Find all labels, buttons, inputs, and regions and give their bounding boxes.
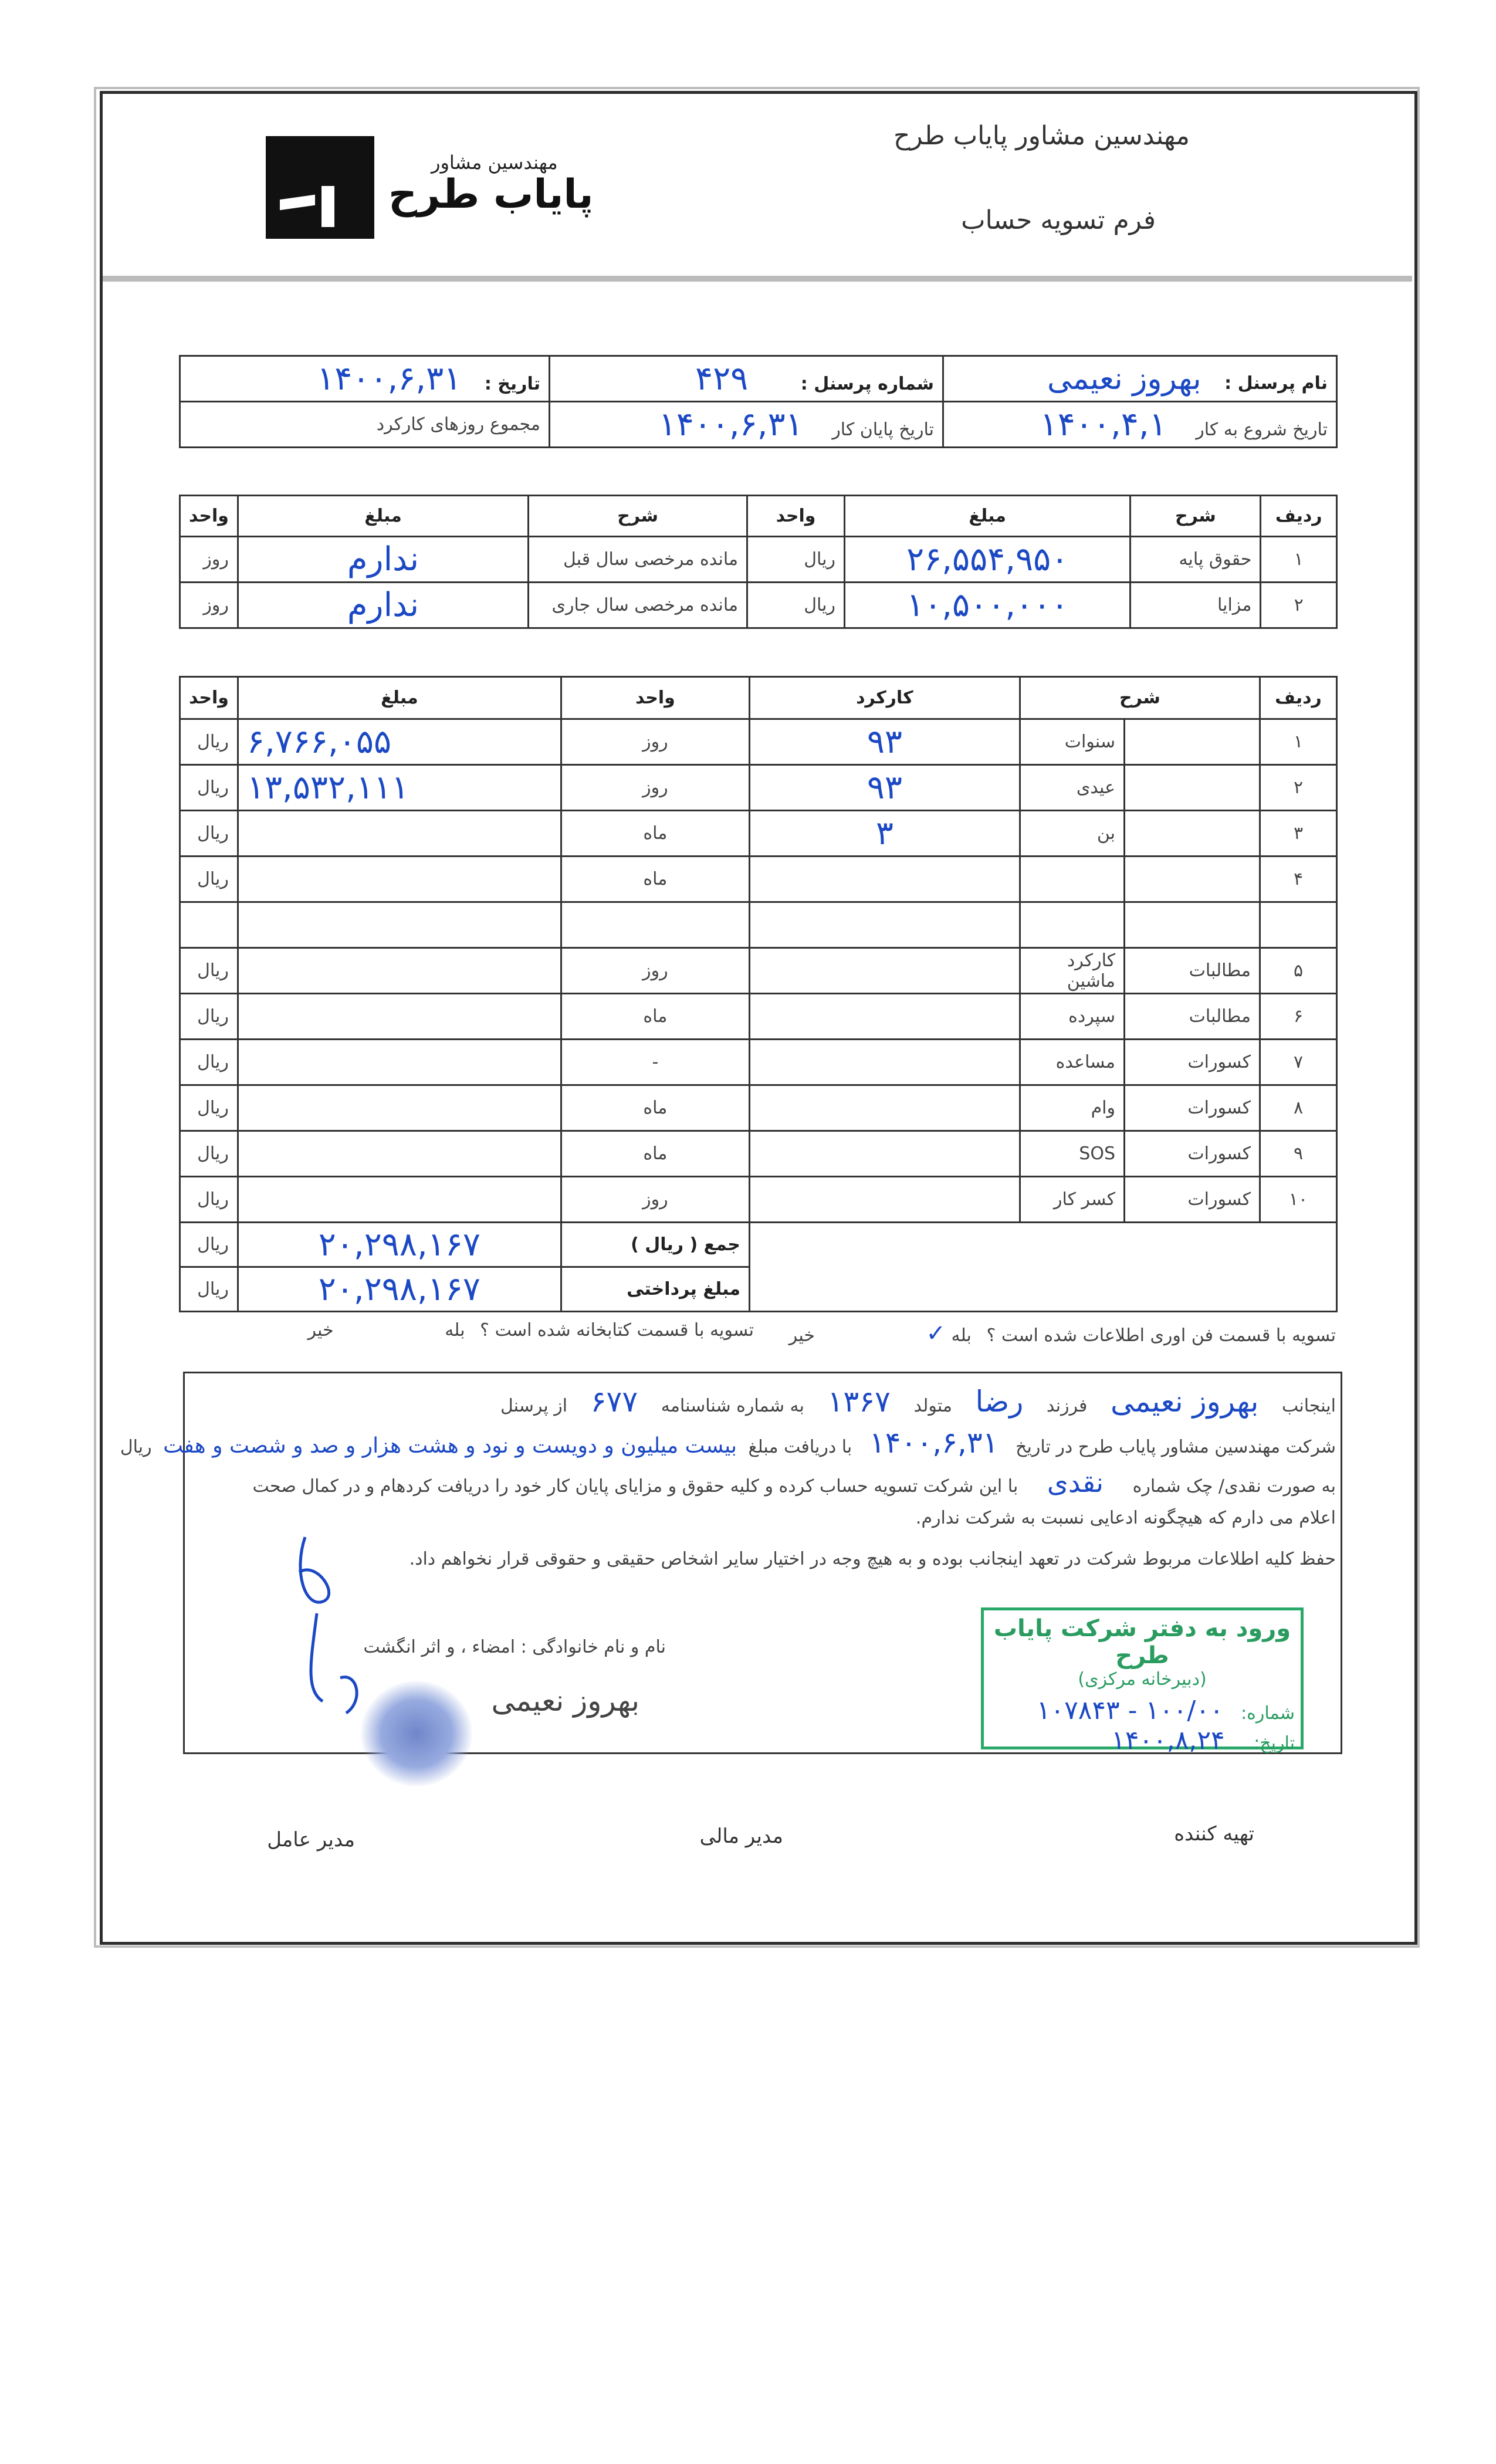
declaration-line-1: اینجانب بهروز نعیمی فرزند رضا متولد ۱۳۶۷ به شماره شناسنامه ۶۷۷ از پرسنل [500,1385,1336,1419]
birth-year: ۱۳۶۷ [827,1385,891,1419]
row-desc: بن [1020,811,1124,857]
logo-title: پایاب طرح [388,171,594,218]
start-value: ۱۴۰۰,۴,۱ [1040,405,1167,444]
row-work [749,1131,1020,1177]
end-value: ۱۴۰۰,۶,۳۱ [658,405,803,444]
header-separator [103,276,1412,282]
row-desc: مزایا [1131,583,1261,628]
table-row [180,857,1337,902]
row-work [749,948,1020,994]
row-unit: - [561,1040,749,1085]
row-amount [238,1040,561,1085]
row-amount2: ندارم [347,586,419,624]
table-row [180,719,1337,765]
row-number: ۶ [1260,994,1337,1040]
row-number: ۹ [1260,1131,1337,1177]
row-unit: ماه [561,1131,749,1177]
row-work: ۹۳ [749,765,1020,811]
library-no: خیر [307,1320,334,1341]
name-cell [943,356,1337,402]
col-unit2: واحد [180,496,238,537]
row-unit2: ریال [180,1085,238,1131]
row-work [749,1085,1020,1131]
table-row [180,1177,1337,1223]
workdays-label: مجموع روزهای کارکرد [376,414,540,435]
total-value: ۲۰,۲۹۸,۱۶۷ [318,1226,480,1264]
row-desc [1020,902,1124,948]
number-label: شماره پرسنل : [800,374,934,394]
row-desc: SOS [1020,1131,1124,1177]
col-unit2: واحد [180,677,238,719]
stamp-number-label: شماره: [1241,1703,1295,1724]
row-unit: ریال [747,583,845,628]
table-row [180,948,1337,994]
table-row [180,537,1337,583]
table-row [180,1085,1337,1131]
declaration-line-2: شرکت مهندسین مشاور پایاب طرح در تاریخ ۱۴۰۰,۶,۳۱ با دریافت مبلغ بیست میلیون و دویست و نود و هشت هزار و صد و شصت و هفت ریال [120,1426,1336,1460]
row-unit: ماه [561,811,749,857]
row-number: ۸ [1260,1085,1337,1131]
stamp-number: ۱۰۰/۰۰ - ۱۰۷۸۴۳ [1036,1695,1224,1725]
date-value: ۱۴۰۰,۶,۳۱ [317,360,462,398]
preparer-label: تهیه کننده [1174,1822,1254,1846]
start-cell [943,402,1337,448]
row-amount: ۱۰,۵۰۰,۰۰۰ [906,586,1069,624]
row-desc: سپرده [1020,994,1124,1040]
col-amount: مبلغ [238,677,561,719]
row-unit: ریال [747,537,845,583]
row-number: ۳ [1260,811,1337,857]
col-unit: واحد [747,496,845,537]
name-label: نام پرسنل : [1224,373,1328,394]
table1-header [180,496,1337,537]
row-category [1125,811,1260,857]
row-desc: وام [1020,1085,1124,1131]
row-number: ۴ [1260,857,1337,902]
company-logo [266,136,374,239]
row-amount [238,857,561,902]
row-unit2: ریال [180,765,238,811]
company-name: مهندسین مشاور پایاب طرح [893,121,1190,151]
personnel-table [179,355,1338,448]
row-number: ۵ [1260,948,1337,994]
row-unit: ماه [561,1085,749,1131]
signature-name: بهروز نعیمی [491,1684,639,1718]
row-unit: ماه [561,994,749,1040]
row-desc [1020,857,1124,902]
signature-label: نام و نام خانوادگی : امضاء ، و اثر انگشت [363,1637,666,1657]
row-number: ۱ [1261,537,1337,583]
row-category [1125,719,1260,765]
row-desc: سنوات [1020,719,1124,765]
row-desc: کسر کار [1020,1177,1124,1223]
table-row [180,902,1337,948]
stamp-date: ۱۴۰۰,۸,۲۴ [1111,1725,1225,1755]
row-unit: روز [561,948,749,994]
workdays-cell [180,402,550,448]
table-row [180,1131,1337,1177]
library-question: تسویه با قسمت کتابخانه شده است ؟ بله خیر [307,1320,754,1341]
row-amount [238,994,561,1040]
declaration-line-5: حفظ کلیه اطلاعات مربوط شرکت در تعهد اینجانب بوده و به هیچ وجه در اختیار سایر اشخاص حقیقی و حقوقی قرار نخواهم داد. [409,1549,1336,1569]
row-amount2: ندارم [347,540,419,578]
col-desc: شرح [1131,496,1261,537]
total-unit: ریال [180,1223,238,1267]
table2-header [180,677,1337,719]
row-amount [238,811,561,857]
end-cell [550,402,943,448]
row-amount [238,948,561,994]
row-work [749,994,1020,1040]
row-number: ۱ [1260,719,1337,765]
row-amount: ۶,۷۶۶,۰۵۵ [238,719,561,765]
settlement-table [179,676,1338,1312]
row-number [1260,902,1337,948]
table-row [180,811,1337,857]
table-row [180,1040,1337,1085]
row-amount: ۲۶,۵۵۴,۹۵۰ [906,540,1069,578]
row-category: کسورات [1125,1131,1260,1177]
stamp-title: ورود به دفتر شرکت پایاب طرح [993,1615,1291,1669]
row-amount [238,1131,561,1177]
col-row: ردیف [1261,496,1337,537]
row-work [749,1177,1020,1223]
fingerprint [361,1681,472,1786]
table-row [180,765,1337,811]
start-label: تاریخ شروع به کار [1196,419,1328,440]
declaration-line-4: اعلام می دارم که هیچگونه ادعایی نسبت به شرکت ندارم. [915,1508,1336,1528]
row-unit2: روز [180,583,238,628]
row-unit2: ریال [180,1177,238,1223]
row-category [1125,765,1260,811]
name-value: بهروز نعیمی [1047,361,1201,397]
date-cell [180,356,550,402]
id-number: ۶۷۷ [590,1385,638,1419]
col-desc2: شرح [529,496,747,537]
row-amount: ۱۳,۵۳۲,۱۱۱ [238,765,561,811]
paid-row [180,1267,1337,1312]
row-amount [238,902,561,948]
signature-icon [282,1525,381,1725]
row-unit2: روز [180,537,238,583]
row-unit2: ریال [180,994,238,1040]
row-unit2: ریال [180,811,238,857]
row-unit [561,902,749,948]
col-unit: واحد [561,677,749,719]
row-desc: کارکرد ماشین [1020,948,1124,994]
row-number: ۲ [1260,765,1337,811]
received-stamp [981,1607,1304,1755]
employee-name: بهروز نعیمی [1110,1385,1259,1419]
row-work [749,902,1020,948]
row-desc: حقوق پایه [1131,537,1261,583]
col-desc: شرح [1020,677,1260,719]
it-yes: بله [951,1325,972,1346]
col-amount2: مبلغ [238,496,528,537]
row-work: ۳ [749,811,1020,857]
form-title: فرم تسویه حساب [961,205,1156,235]
col-amount: مبلغ [844,496,1130,537]
row-unit: روز [561,765,749,811]
col-row: ردیف [1260,677,1337,719]
number-cell [550,356,943,402]
library-yes: بله [445,1320,465,1341]
row-category: کسورات [1125,1040,1260,1085]
row-amount [238,1085,561,1131]
paid-label: مبلغ پرداختی [561,1267,749,1312]
end-label: تاریخ پایان کار [832,419,934,440]
row-desc: مساعده [1020,1040,1124,1085]
row-unit2 [180,902,238,948]
stamp-date-label: تاریخ: [1254,1733,1295,1754]
row-work: ۹۳ [749,719,1020,765]
paid-unit: ریال [180,1267,238,1312]
number-value: ۴۲۹ [695,360,749,398]
it-question: تسویه با قسمت فن اوری اطلاعات شده است ؟ بله ✓ خیر [788,1320,1336,1347]
finance-manager-label: مدیر مالی [699,1825,783,1848]
row-unit: روز [561,719,749,765]
salary-table [179,495,1338,629]
table-row [180,994,1337,1040]
row-number: ۲ [1261,583,1337,628]
payment-method: نقدی [1047,1467,1104,1498]
row-unit2: ریال [180,948,238,994]
row-category: مطالبات [1125,994,1260,1040]
row-unit2: ریال [180,1040,238,1085]
row-work [749,1040,1020,1085]
date-label: تاریخ : [484,374,540,394]
row-category [1125,857,1260,902]
row-number: ۷ [1260,1040,1337,1085]
row-unit: ماه [561,857,749,902]
settlement-date: ۱۴۰۰,۶,۳۱ [869,1426,999,1460]
it-no: خیر [788,1325,815,1346]
row-desc: عیدی [1020,765,1124,811]
row-work [749,857,1020,902]
declaration-line-3: به صورت نقدی/ چک شماره نقدی با این شرکت تسویه حساب کرده و کلیه حقوق و مزایای پایان کار خود را دریافت کردهام و در کمال صحت [252,1467,1336,1498]
total-row [180,1223,1337,1267]
table-row [180,583,1337,628]
row-amount [238,1177,561,1223]
row-category: کسورات [1125,1177,1260,1223]
amount-in-words: بیست میلیون و دویست و نود و هشت هزار و صد و شصت و هفت [163,1434,737,1458]
row-category: مطالبات [1125,948,1260,994]
father-name: رضا [975,1385,1024,1419]
row-category: کسورات [1125,1085,1260,1131]
ceo-label: مدیر عامل [267,1828,355,1852]
total-label: جمع ( ریال ) [561,1223,749,1267]
row-desc2: مانده مرخصی سال قبل [529,537,747,583]
row-unit2: ریال [180,719,238,765]
paid-value: ۲۰,۲۹۸,۱۶۷ [318,1270,480,1308]
row-unit: روز [561,1177,749,1223]
col-work: کارکرد [749,677,1020,719]
check-icon: ✓ [926,1320,946,1347]
stamp-subtitle: (دبیرخانه مرکزی) [1078,1669,1207,1690]
row-unit2: ریال [180,857,238,902]
row-unit2: ریال [180,1131,238,1177]
logo-subtitle: مهندسین مشاور [431,151,558,174]
row-desc2: مانده مرخصی سال جاری [529,583,747,628]
row-category [1125,902,1260,948]
row-number: ۱۰ [1260,1177,1337,1223]
